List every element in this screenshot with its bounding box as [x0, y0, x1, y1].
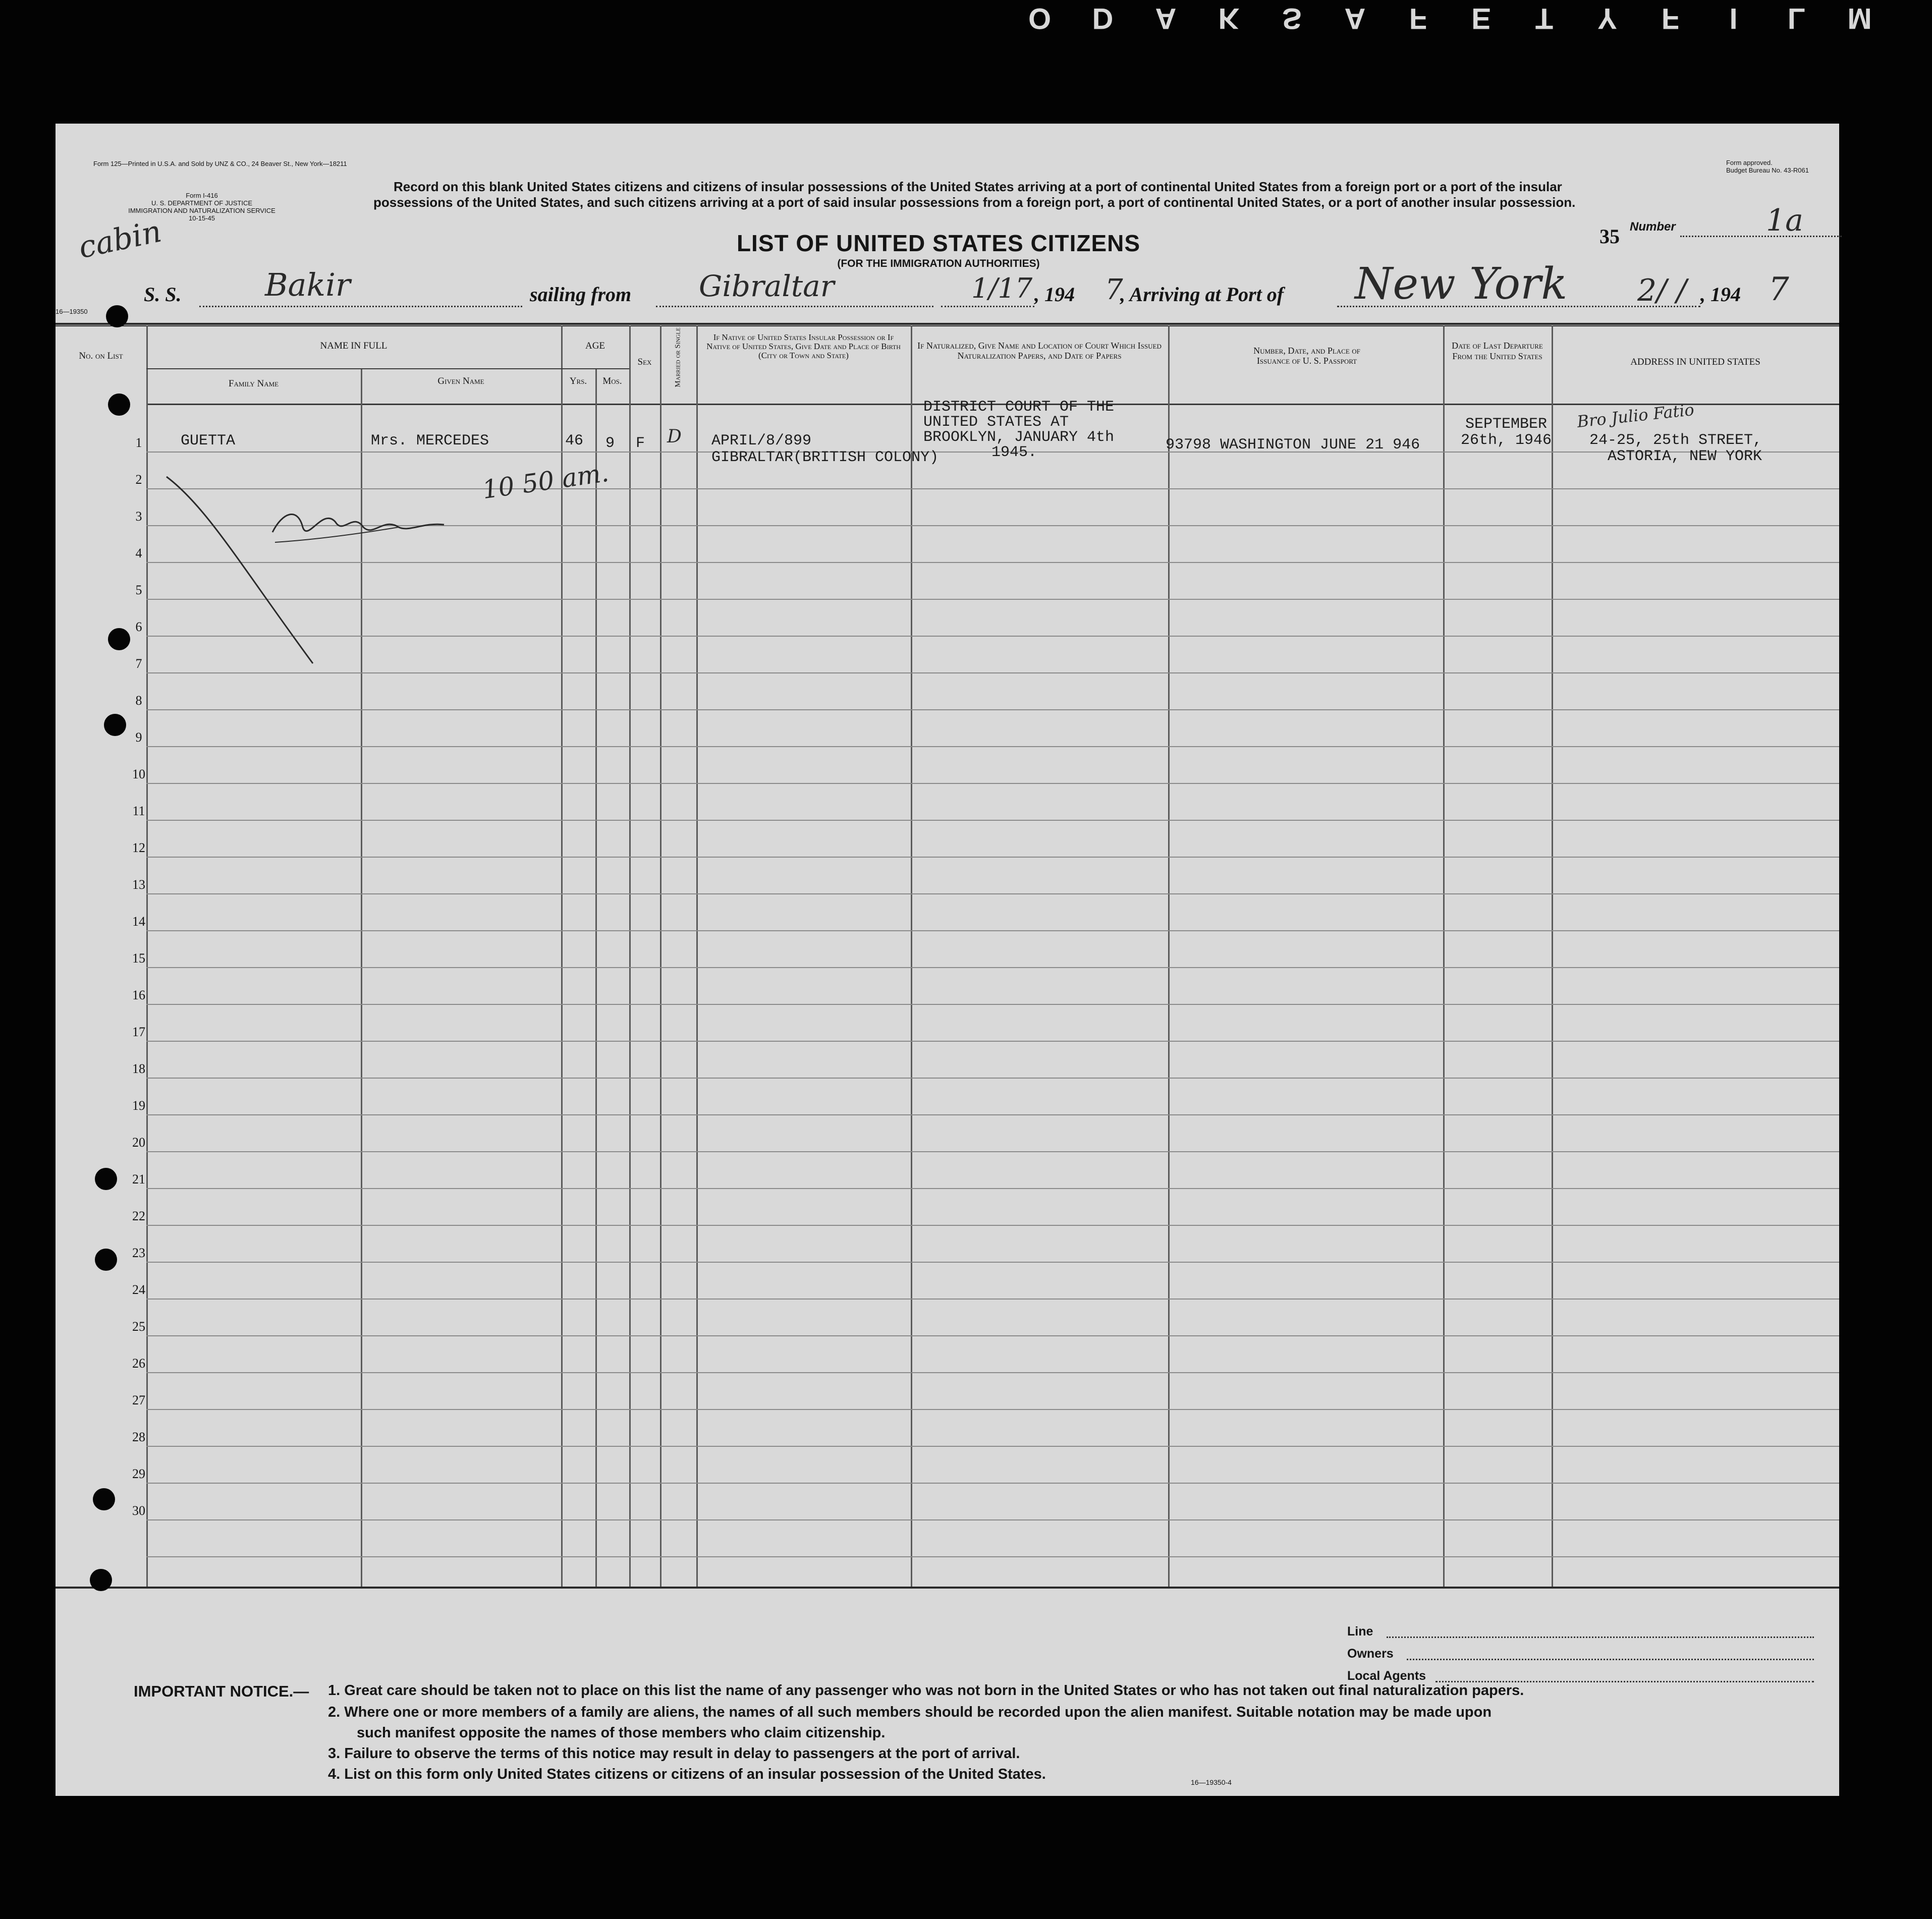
entry-age-months: 9	[605, 435, 615, 452]
row-rule	[146, 1151, 1839, 1152]
entry-address	[1589, 432, 1762, 465]
row-rule	[146, 1299, 1839, 1300]
row-number: 18	[132, 1061, 145, 1076]
sailing-year-prefix: , 194	[1034, 283, 1075, 306]
row-number: 7	[135, 656, 142, 671]
film-edge-marking	[1009, 0, 1892, 35]
budget-bureau-number: Budget Bureau No. 43-R061	[1726, 166, 1809, 174]
col-header-naturalized: If Naturalized, Give Name and Location of Court Which Issued Naturalization Papers, and Date of Papers	[917, 341, 1162, 361]
punch-hole	[93, 1488, 115, 1510]
col-header-departure: Date of Last Departure From the United States	[1452, 341, 1543, 361]
sailing-year-digit: 7	[1105, 273, 1123, 306]
film-edge-letter: O	[1028, 2, 1053, 35]
film-edge-letter: F	[1661, 2, 1681, 35]
row-number: 14	[132, 914, 145, 929]
punch-hole	[90, 1569, 112, 1591]
punch-hole	[95, 1168, 117, 1190]
row-number: 6	[135, 619, 142, 634]
table-top-rule-2	[56, 325, 1839, 326]
row-number: 23	[132, 1246, 145, 1260]
entry-age-years: 46	[565, 432, 584, 449]
row-number: 1	[135, 435, 142, 450]
row-rule	[146, 1078, 1839, 1079]
handwriting-overlay	[161, 451, 666, 734]
row-rule	[146, 1004, 1839, 1005]
row-number: 11	[132, 804, 145, 818]
col-header-name-in-full: NAME IN FULL	[320, 341, 388, 351]
film-edge-letter: I	[1729, 2, 1739, 35]
margin-code: 16—19350	[56, 308, 88, 315]
row-number: 9	[135, 730, 142, 745]
notice-item-4: 4. List on this form only United States citizens or citizens of an insular possession of the United States.	[328, 1766, 1046, 1782]
row-number: 20	[132, 1135, 145, 1150]
form-approved-block	[1726, 159, 1809, 174]
naturalization-line: DISTRICT COURT OF THE	[923, 399, 1115, 416]
sailing-date: 1/17	[971, 272, 1033, 304]
row-number: 24	[132, 1282, 145, 1297]
row-rule	[146, 1225, 1839, 1226]
col-header-address: ADDRESS IN UNITED STATES	[1630, 357, 1760, 367]
row-rule	[146, 1041, 1839, 1042]
address-line: 24-25, 25th STREET,	[1589, 432, 1762, 449]
row-rule	[146, 1519, 1839, 1520]
footer-form-code: 16—19350-4	[1191, 1778, 1232, 1786]
row-number: 30	[132, 1503, 145, 1518]
row-number: 29	[132, 1466, 145, 1481]
row-number: 22	[132, 1209, 145, 1223]
sheet-number: 35	[1599, 225, 1620, 248]
row-rule	[146, 1409, 1839, 1410]
signature-fields	[1347, 1624, 1814, 1685]
film-edge-letter: T	[1535, 2, 1555, 35]
row-number: 15	[132, 951, 145, 966]
film-edge-letter: K	[1218, 2, 1241, 35]
signature-scribble	[272, 515, 444, 532]
owners-label: Owners	[1347, 1647, 1394, 1661]
row-number: 17	[132, 1025, 145, 1039]
sailing-date-underline	[941, 306, 1034, 307]
row-number: 4	[135, 546, 142, 560]
entry-family-name: GUETTA	[181, 432, 236, 449]
line-label: Line	[1347, 1624, 1373, 1639]
entry-birth-date: APRIL/8/899	[711, 432, 812, 449]
ship-name: Bakir	[265, 266, 351, 303]
row-number: 26	[132, 1356, 145, 1371]
col-header-mos: Mos.	[602, 376, 622, 386]
address-line: ASTORIA, NEW YORK	[1608, 448, 1762, 465]
row-number: 19	[132, 1098, 145, 1113]
service-name: IMMIGRATION AND NATURALIZATION SERVICE	[128, 207, 275, 214]
arrival-year-digit: 7	[1769, 271, 1789, 308]
notice-item-2-cont: such manifest opposite the names of those members who claim citizenship.	[357, 1725, 886, 1741]
film-edge-letter: Y	[1597, 2, 1618, 35]
row-rule	[146, 1262, 1839, 1263]
punch-hole	[108, 393, 130, 416]
number-label: Number	[1630, 220, 1676, 234]
table-bottom-rule	[56, 1587, 1839, 1589]
row-number: 25	[132, 1319, 145, 1334]
row-rule	[146, 893, 1839, 894]
col-divider	[1443, 325, 1445, 1587]
arrival-date: 2/ /	[1637, 273, 1687, 308]
table-top-rule	[56, 323, 1839, 325]
entry-sex: F	[636, 435, 645, 452]
manifest-sheet	[56, 124, 1839, 1796]
naturalization-line: 1945.	[991, 444, 1037, 461]
col-divider	[696, 325, 698, 1587]
film-edge-letter: A	[1344, 2, 1367, 35]
page-subtitle: (FOR THE IMMIGRATION AUTHORITIES)	[837, 258, 1040, 269]
page-title: LIST OF UNITED STATES CITIZENS	[736, 230, 1141, 256]
entry-marital-status: D	[667, 426, 682, 447]
entry-given-name: Mrs. MERCEDES	[371, 432, 489, 449]
sailing-port: Gibraltar	[699, 269, 835, 303]
col-header-yrs: Yrs.	[569, 376, 587, 386]
form-approved-label: Form approved.	[1726, 159, 1773, 166]
number-field	[1630, 203, 1842, 238]
number-value: 1a	[1766, 203, 1803, 238]
row-rule	[146, 930, 1839, 931]
arrival-year-prefix: , 194	[1700, 283, 1741, 306]
cabin-annotation: cabin	[75, 213, 165, 266]
punch-hole	[108, 628, 130, 650]
entry-last-departure	[1461, 416, 1552, 448]
col-divider	[1552, 325, 1553, 1587]
film-edge-letter: F	[1409, 2, 1428, 35]
film-edge-letter: D	[1092, 2, 1115, 35]
sailing-from-label: sailing from	[530, 283, 632, 306]
row-rule	[146, 1188, 1839, 1189]
film-edge-letter: M	[1847, 2, 1873, 35]
col-header-no: No. on List	[79, 351, 123, 361]
col-divider	[911, 325, 912, 1587]
row-number: 21	[132, 1172, 145, 1187]
punch-hole	[95, 1249, 117, 1271]
department-name: U. S. DEPARTMENT OF JUSTICE	[151, 199, 253, 207]
col-header-family-name: Family Name	[228, 378, 279, 389]
printer-line: Form 125—Printed in U.S.A. and Sold by UNZ & CO., 24 Beaver St., New York—18211	[93, 160, 347, 167]
line-underline	[1387, 1635, 1814, 1638]
row-rule	[146, 1556, 1839, 1557]
col-header-sex: Sex	[637, 357, 652, 367]
col-header-native: If Native of United States Insular Possession or If Native of United States, Give Date and Place of Birth (City or Town and State)	[706, 332, 901, 360]
instructions-text: Record on this blank United States citizens and citizens of insular possessions of the United States arriving at a port of continental United States from a foreign port or a port of the insular possessions of the United States, and such citizens arriving at a port of said insular possessions from a foreign port, a port of continental United States, or a port of another insular possession.	[373, 179, 1576, 210]
row-rule	[146, 1446, 1839, 1447]
film-edge-letter: E	[1471, 2, 1492, 35]
row-number: 27	[132, 1393, 145, 1407]
row-rule	[146, 857, 1839, 858]
local-agents-label: Local Agents	[1347, 1669, 1426, 1683]
row-rule	[146, 783, 1839, 784]
film-edge-letter: S	[1282, 2, 1303, 35]
departure-line: SEPTEMBER	[1465, 416, 1548, 433]
ss-label: S. S.	[144, 283, 182, 306]
form-date: 10-15-45	[188, 214, 215, 222]
col-header-passport: Number, Date, and Place of Issuance of U. S. Passport	[1253, 346, 1360, 366]
naturalization-line: UNITED STATES AT	[923, 414, 1069, 431]
entry-naturalization	[923, 400, 1114, 460]
ship-name-underline	[199, 306, 522, 307]
name-subheader-rule	[146, 368, 561, 369]
notice-item-1: 1. Great care should be taken not to place on this list the name of any passenger who was not born in the United States or who has not taken out final naturalization papers.	[328, 1682, 1524, 1699]
entry-address-note: Bro Julio Fatio	[1576, 400, 1695, 432]
notice-title: IMPORTANT NOTICE.—	[134, 1682, 309, 1700]
cancel-stroke	[167, 477, 313, 663]
notice-item-2: 2. Where one or more members of a family are aliens, the names of all such members should be recorded upon the alien manifest. Suitable notation may be made upon	[328, 1704, 1492, 1720]
col-header-age: AGE	[585, 341, 605, 351]
form-number: Form I-416	[186, 192, 218, 199]
punch-hole	[104, 714, 126, 736]
arriving-label: , Arriving at Port of	[1120, 283, 1284, 306]
row-rule	[146, 1483, 1839, 1484]
handwritten-time: 10 50 am.	[480, 458, 611, 505]
age-subheader-rule	[561, 368, 629, 369]
row-rule	[146, 746, 1839, 747]
col-header-married: Married or Single	[674, 327, 682, 387]
film-edge-letter: L	[1787, 2, 1807, 35]
row-rule	[146, 1114, 1839, 1115]
arrival-port: New York	[1355, 259, 1568, 309]
row-rule	[146, 1335, 1839, 1336]
row-rule	[146, 967, 1839, 968]
notice-item-3: 3. Failure to observe the terms of this notice may result in delay to passengers at the port of arrival.	[328, 1745, 1020, 1762]
row-number: 2	[135, 472, 142, 487]
departure-line: 26th, 1946	[1461, 432, 1552, 449]
sailing-port-underline	[656, 306, 933, 307]
naturalization-line: BROOKLYN, JANUARY 4th	[923, 429, 1115, 446]
entry-birth-place: GIBRALTAR(BRITISH COLONY)	[711, 449, 939, 466]
row-number: 5	[135, 583, 142, 597]
row-number: 28	[132, 1430, 145, 1444]
col-header-given-name: Given Name	[437, 376, 484, 386]
row-number: 8	[135, 693, 142, 708]
number-underline	[1680, 235, 1842, 237]
row-number: 16	[132, 988, 145, 1002]
col-divider	[1168, 325, 1170, 1587]
film-edge-letter: A	[1155, 2, 1178, 35]
punch-hole	[106, 305, 128, 327]
owners-underline	[1407, 1658, 1814, 1660]
row-rule	[146, 1372, 1839, 1373]
row-number: 3	[135, 509, 142, 524]
row-rule	[146, 820, 1839, 821]
row-number: 10	[132, 767, 145, 781]
row-number: 12	[132, 840, 145, 855]
row-number: 13	[132, 877, 145, 892]
entry-passport: 93798 WASHINGTON JUNE 21 946	[1166, 436, 1420, 454]
